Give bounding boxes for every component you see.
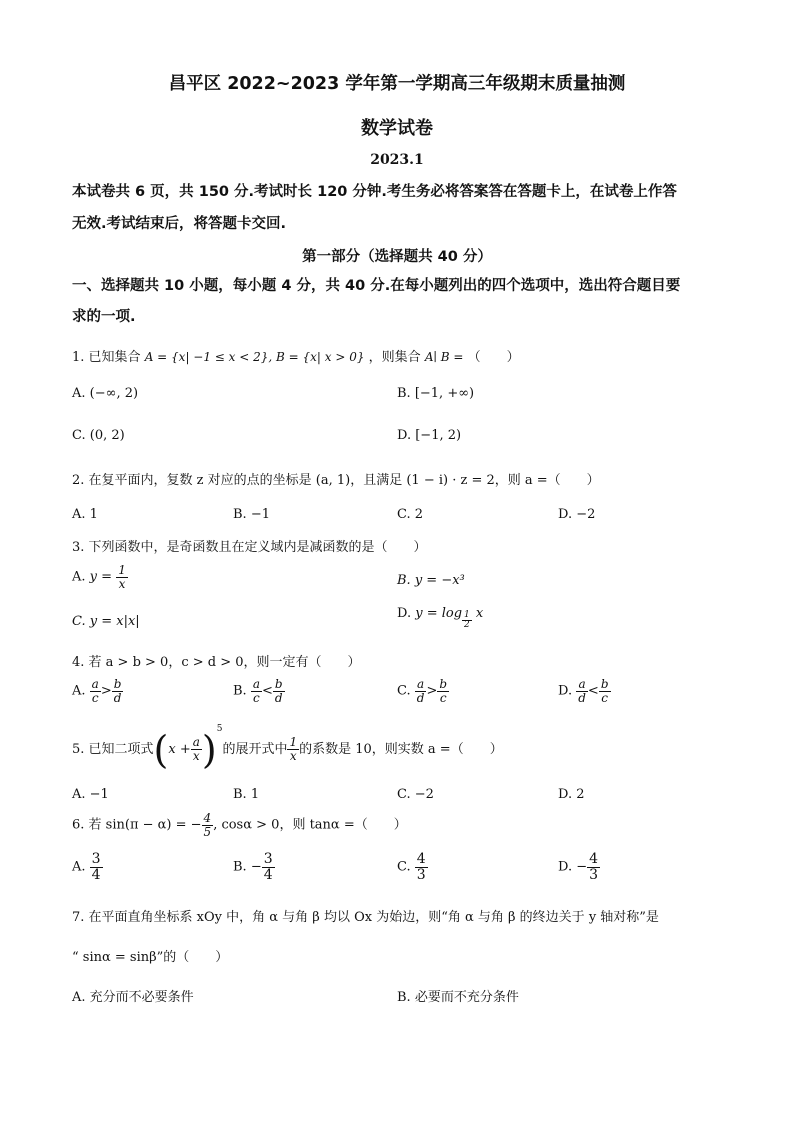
q4-a-d1: c	[91, 690, 99, 705]
q4-d-label: D.	[558, 683, 573, 699]
q6-b-label: B.	[233, 859, 247, 875]
question-3-stem: 3. 下列函数中，是奇函数且在定义域内是减函数的是（ ）	[72, 540, 427, 555]
q4-option-c	[397, 678, 449, 704]
q4-d-frac2	[599, 678, 611, 704]
q3-a-lhs: y =	[89, 569, 113, 585]
q6-frac	[202, 812, 214, 838]
q4-b-d1: c	[253, 690, 260, 705]
q5-frac-n: a	[192, 735, 200, 750]
question-7-stem-line-1: 7. 在平面直角坐标系 xOy 中，角 α 与角 β 均以 Ox 为始边，则“角 α 与角 β 的终边关于 y 轴对称”是	[72, 910, 659, 925]
q6-c-label: C.	[397, 859, 411, 875]
q6-a-n: 3	[91, 851, 101, 867]
q5-mid: 的展开式中	[222, 742, 288, 757]
q7-option-b: B. 必要而不充分条件	[397, 990, 519, 1005]
q4-d-d1: d	[578, 690, 586, 705]
q2-option-d: D. −2	[558, 507, 596, 522]
q2-option-a: A. 1	[72, 507, 98, 522]
q6-c-n: 4	[416, 851, 426, 867]
q1-sets: A = {x| −1 ≤ x < 2}, B = {x| x > 0}	[144, 350, 365, 364]
q4-d-frac1	[576, 678, 588, 704]
q4-b-op: <	[261, 683, 273, 699]
q1-expr: A∣ B =	[424, 350, 464, 364]
q3-a-label: A.	[72, 569, 86, 585]
q4-d-n2: b	[600, 677, 609, 691]
question-5-stem	[72, 724, 503, 772]
q2-option-c: C. 2	[397, 507, 424, 522]
q4-option-a	[72, 678, 123, 704]
q4-b-n1: a	[252, 677, 260, 691]
q3-a-num: 1	[118, 563, 126, 577]
question-7-stem-line-2: “ sinα = sinβ”的（ ）	[72, 950, 229, 965]
q6-d-sign: −	[576, 859, 588, 875]
q5-rparen: )	[201, 727, 217, 772]
q1-option-c: C. (0, 2)	[72, 428, 125, 443]
q4-c-label: C.	[397, 683, 411, 699]
q3-d-var: x	[475, 606, 484, 621]
q5-frac-d: x	[192, 749, 200, 763]
q3-option-b: B. y = −x³	[397, 573, 465, 588]
q3-a-frac	[116, 564, 128, 590]
q5-suffix: 的系数是 10，则实数 a =（ ）	[299, 742, 503, 757]
q6-c-d: 3	[416, 866, 426, 883]
q4-c-frac1	[415, 678, 427, 704]
exam-date: 2023.1	[370, 152, 424, 168]
q4-b-frac1	[251, 678, 262, 704]
question-1-stem	[72, 346, 520, 365]
q4-d-d2: c	[601, 690, 609, 705]
q4-c-n2: b	[439, 677, 448, 691]
q3-d-base-den: 2	[464, 620, 470, 630]
q1-mid: ，则集合	[368, 350, 421, 365]
intro-line-1: 本试卷共 6 页，共 150 分.考试时长 120 分钟.考生务必将答案答在答题卡上，在试卷上作答	[72, 184, 677, 200]
q6-b-sign: −	[250, 859, 262, 875]
exam-subtitle: 数学试卷	[361, 118, 433, 139]
q5-x: x +	[168, 742, 191, 757]
q1-option-a: A. (−∞, 2)	[72, 386, 139, 401]
q1-suffix: （ ）	[467, 350, 520, 365]
q6-b-d: 4	[263, 866, 273, 883]
section-heading-line-1: 一、选择题共 10 小题，每小题 4 分，共 40 分.在每小题列出的四个选项中，选出符合题目要	[72, 278, 681, 294]
q4-d-op: <	[587, 683, 599, 699]
q6-option-d	[558, 852, 600, 882]
q4-a-n1: a	[91, 677, 99, 691]
q5-option-d: D. 2	[558, 787, 585, 802]
q6-frac-d: 5	[203, 824, 212, 839]
q6-prefix: 6. 若 sin(π − α) = −	[72, 817, 202, 833]
q4-option-b	[233, 678, 285, 704]
q4-b-frac2	[273, 678, 285, 704]
q5-option-a: A. −1	[72, 787, 109, 802]
section-heading-line-2: 求的一项.	[72, 309, 136, 325]
q4-b-d2: d	[274, 690, 283, 705]
question-4-stem: 4. 若 a > b > 0，c > d > 0，则一定有（ ）	[72, 655, 361, 670]
q6-frac-n: 4	[203, 811, 212, 825]
q5-prefix: 5. 已知二项式	[72, 742, 154, 757]
q4-b-label: B.	[233, 683, 247, 699]
q4-c-op: >	[426, 683, 438, 699]
q5-frac2-d: x	[289, 749, 297, 763]
q1-option-d: D. [−1, 2)	[397, 428, 462, 443]
q3-d-expr: y = log	[415, 606, 463, 621]
intro-line-2: 无效.考试结束后，将答题卡交回.	[72, 216, 287, 232]
q1-prefix: 1. 已知集合	[72, 350, 141, 365]
exam-title: 昌平区 2022~2023 学年第一学期高三年级期末质量抽测	[168, 74, 626, 94]
q6-a-d: 4	[91, 866, 101, 883]
question-6-stem	[72, 812, 407, 838]
q6-b-frac	[262, 852, 275, 882]
q5-option-c: C. −2	[397, 787, 434, 802]
q3-a-den: x	[118, 576, 126, 591]
q6-d-n: 4	[589, 851, 599, 867]
q7-option-a: A. 充分而不必要条件	[72, 990, 194, 1005]
q6-d-frac	[587, 852, 600, 882]
q6-suffix: , cosα > 0，则 tanα =（ ）	[213, 817, 407, 833]
q5-frac2-n: 1	[289, 735, 298, 750]
q4-d-n1: a	[576, 678, 588, 692]
q3-option-a	[72, 564, 128, 590]
q6-a-frac	[90, 852, 103, 882]
q4-a-op: >	[100, 683, 112, 699]
q6-a-label: A.	[72, 859, 86, 875]
q4-c-frac2	[437, 678, 449, 704]
q5-frac2	[287, 736, 299, 762]
q4-a-label: A.	[72, 683, 86, 699]
q5-lparen: (	[153, 727, 169, 772]
q6-option-a	[72, 852, 103, 882]
q3-option-c: C. y = x|x|	[72, 614, 140, 629]
q4-a-frac2	[112, 678, 124, 704]
q4-b-n2: b	[274, 677, 283, 691]
q3-d-base	[462, 611, 472, 631]
q6-option-b	[233, 852, 275, 882]
q4-a-d2: d	[113, 690, 122, 705]
q2-option-b: B. −1	[233, 507, 270, 522]
q4-c-n1: a	[415, 678, 427, 692]
q4-a-n2: b	[113, 677, 122, 691]
q3-d-base-num: 1	[464, 609, 470, 620]
q4-c-d1: d	[416, 690, 425, 705]
q5-exponent: 5	[216, 724, 223, 734]
q6-c-frac	[415, 852, 428, 882]
question-2-stem: 2. 在复平面内，复数 z 对应的点的坐标是 (a, 1)，且满足 (1 − i) · z = 2，则 a =（ ）	[72, 473, 600, 488]
q6-d-d: 3	[589, 866, 599, 883]
q3-d-label: D.	[397, 606, 412, 621]
q5-option-b: B. 1	[233, 787, 260, 802]
q4-a-frac1	[90, 678, 101, 704]
q6-b-n: 3	[263, 851, 273, 867]
q5-frac	[191, 736, 202, 762]
q6-d-label: D.	[558, 859, 573, 875]
q3-option-d	[397, 606, 483, 630]
q4-c-d2: c	[439, 690, 447, 705]
q4-option-d	[558, 678, 611, 704]
q6-option-c	[397, 852, 428, 882]
part-heading: 第一部分（选择题共 40 分）	[302, 249, 492, 265]
q1-option-b: B. [−1, +∞)	[397, 386, 475, 401]
